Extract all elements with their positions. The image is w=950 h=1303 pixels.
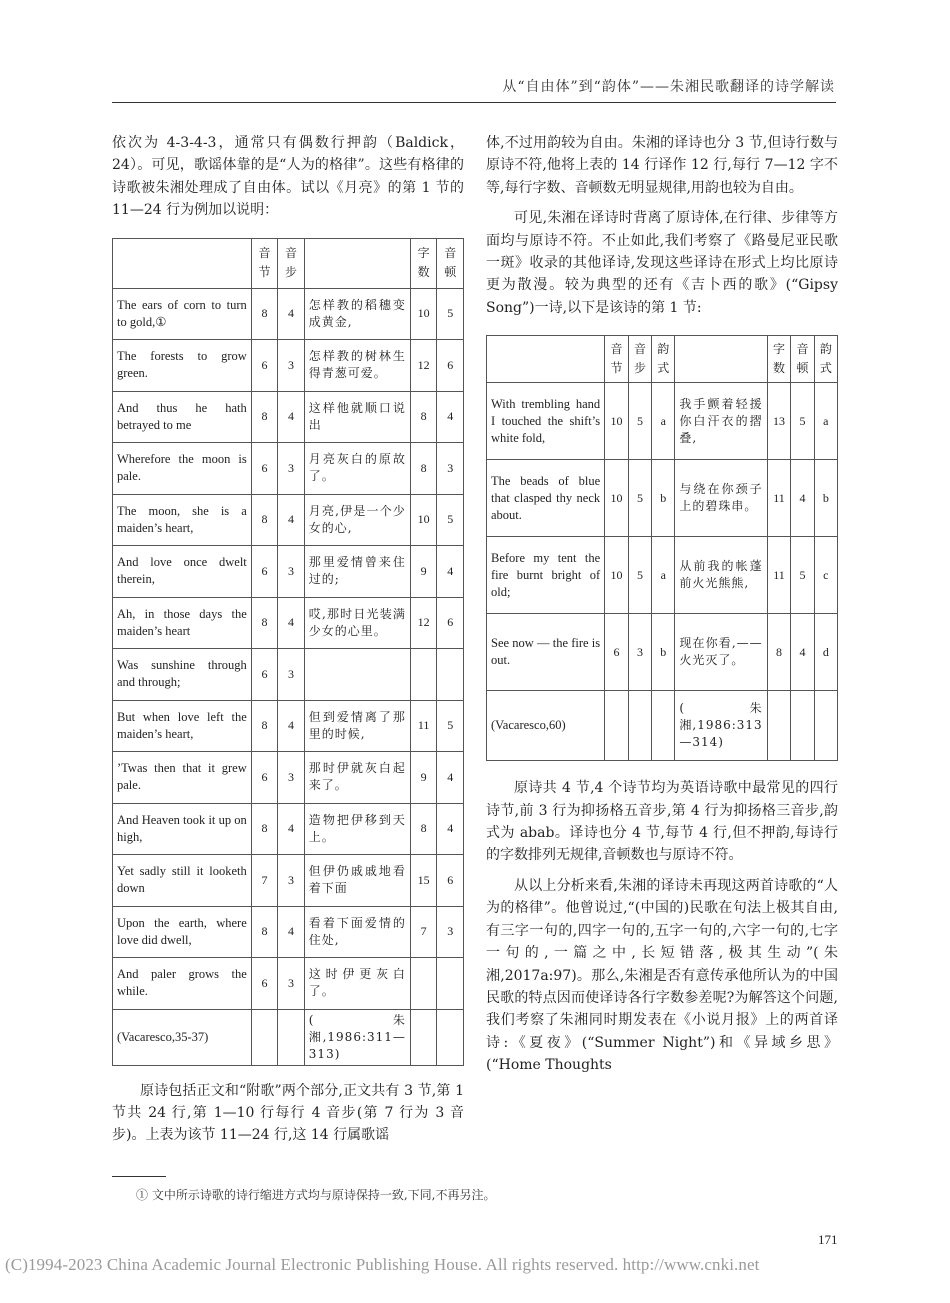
source-citation-translation: (朱湘,1986:311—313) [304,1009,410,1065]
column-header: 音步 [628,336,651,383]
translated-line: 但伊仍戚戚地看着下面 [304,855,410,907]
empty-cell [251,1009,278,1065]
syllable-count: 6 [251,443,278,495]
running-title: 从“自由体”到“韵体”——朱湘民歌翻译的诗学解读 [502,79,835,95]
foot-count: 3 [278,649,305,701]
pause-count: 3 [437,443,464,495]
table-row [487,383,838,460]
column-header: 音步 [278,238,305,288]
table-row [113,803,464,855]
right-paragraph-4: 从以上分析来看,朱湘的译诗未再现这两首诗歌的“人为的格律”。他曾说过,“(中国的)民歌在句法上极其自由,有三字一句的,四字一句的,五字一句的,六字一句的,七字一句的,一篇之中,长短错落,极其生动”(朱湘,2017a:97)。那么,朱湘是否有意传承他所认为的中国民歌的特点因而使译诗各行字数参差呢?为解答这个问题,我们考察了朱湘同时期发表在《小说月报》上的两首译诗:《夏夜》(“Summer Night”)和《异域乡思》(“Home Thoughts [486,877,838,1074]
table-row [113,494,464,546]
foot-count: 5 [628,383,651,460]
pause-count: 4 [437,803,464,855]
footnote: ① 文中所示诗歌的诗行缩进方式均与原诗保持一致,下同,不再另注。 [136,1188,496,1202]
pause-count: 4 [791,460,814,537]
syllable-count: 6 [251,649,278,701]
syllable-count: 10 [605,383,629,460]
translated-rhyme-scheme: b [814,460,837,537]
translated-rhyme-scheme: a [814,383,837,460]
character-count: 7 [410,906,437,958]
footnote-divider [112,1176,166,1177]
character-count: 8 [410,443,437,495]
right-paragraph-2: 可见,朱湘在译诗时背离了原诗体,在行律、步律等方面均与原诗不符。不止如此,我们考察了《路曼尼亚民歌一斑》收录的其他译诗,发现这些译诗在形式上均比原诗更为散漫。较为典型的还有《吉卜西的歌》(“Gipsy Song”)一诗,以下是该诗的第 1 节: [486,210,838,316]
table-source-row [487,691,838,761]
original-line: Ah, in those days the maiden’s heart [113,597,252,649]
original-line: With trembling hand I touched the shift’s white fold, [487,383,605,460]
table-row [113,958,464,1010]
translated-line: 造物把伊移到天上。 [304,803,410,855]
moon-comparison-table [112,238,464,1066]
translated-line: 这时伊更灰白了。 [304,958,410,1010]
original-line: See now — the fire is out. [487,614,605,691]
character-count: 8 [767,614,791,691]
foot-count: 4 [278,803,305,855]
character-count [410,649,437,701]
character-count: 11 [767,460,791,537]
translated-line: 怎样教的稻穗变成黄金, [304,288,410,340]
table-row [113,855,464,907]
translated-line: 月亮,伊是一个少女的心, [304,494,410,546]
right-column [486,132,838,1077]
pause-count: 5 [437,288,464,340]
rhyme-scheme: b [652,460,675,537]
syllable-count: 10 [605,460,629,537]
empty-cell [652,691,675,761]
translated-line: 现在你看,——火光灭了。 [675,614,767,691]
syllable-count: 8 [251,494,278,546]
left-column [112,132,464,1147]
pause-count: 5 [791,383,814,460]
foot-count: 4 [278,906,305,958]
column-header [487,336,605,383]
translated-line: 与绕在你颈子上的碧珠串。 [675,460,767,537]
empty-cell [791,691,814,761]
syllable-count: 8 [251,906,278,958]
translated-line: 那里爱情曾来住过的; [304,546,410,598]
translated-line: 这样他就顺口说出 [304,391,410,443]
foot-count: 3 [278,958,305,1010]
foot-count: 5 [628,537,651,614]
table-row [113,700,464,752]
original-line: But when love left the maiden’s heart, [113,700,252,752]
pause-count [437,649,464,701]
source-citation-original: (Vacaresco,60) [487,691,605,761]
empty-cell [410,1009,437,1065]
table-row [113,906,464,958]
column-header: 韵式 [814,336,837,383]
column-header: 音节 [251,238,278,288]
empty-cell [278,1009,305,1065]
foot-count: 4 [278,700,305,752]
header-divider [112,102,836,103]
original-line: Before my tent the fire burnt bright of old; [487,537,605,614]
empty-cell [628,691,651,761]
column-header: 音顿 [437,238,464,288]
syllable-count: 7 [251,855,278,907]
right-paragraph-3: 原诗共 4 节,4 个诗节均为英语诗歌中最常见的四行诗节,前 3 行为抑扬格五音步,第 4 行为抑扬格三音步,韵式为 abab。译诗也分 4 节,每节 4 行,但不押韵,每诗行的字数排列无规律,音顿数也与原诗不符。 [486,780,838,864]
translated-line: 从前我的帐蓬前火光熊熊, [675,537,767,614]
translated-rhyme-scheme: d [814,614,837,691]
original-line: Wherefore the moon is pale. [113,443,252,495]
original-line: And thus he hath betrayed to me [113,391,252,443]
character-count: 10 [410,494,437,546]
foot-count: 3 [628,614,651,691]
original-line: The beads of blue that clasped thy neck about. [487,460,605,537]
original-line: ’Twas then that it grew pale. [113,752,252,804]
character-count: 12 [410,340,437,392]
syllable-count: 8 [251,700,278,752]
translated-line: 哎,那时日光装满少女的心里。 [304,597,410,649]
foot-count: 3 [278,752,305,804]
table-row [113,340,464,392]
pause-count: 5 [437,494,464,546]
original-line: And love once dwelt therein, [113,546,252,598]
pause-count: 6 [437,855,464,907]
pause-count: 5 [437,700,464,752]
syllable-count: 8 [251,391,278,443]
translated-line: 月亮灰白的原故了。 [304,443,410,495]
character-count: 11 [410,700,437,752]
pause-count: 3 [437,906,464,958]
syllable-count: 8 [251,597,278,649]
original-line: And Heaven took it up on high, [113,803,252,855]
foot-count: 4 [278,494,305,546]
character-count: 9 [410,752,437,804]
translated-rhyme-scheme: c [814,537,837,614]
table-row [113,391,464,443]
foot-count: 4 [278,288,305,340]
table-header-row [487,336,838,383]
rhyme-scheme: a [652,383,675,460]
table-row [487,614,838,691]
table-row [487,460,838,537]
syllable-count: 6 [251,958,278,1010]
column-header: 音顿 [791,336,814,383]
translated-line: 看着下面爱情的住处, [304,906,410,958]
syllable-count: 8 [251,288,278,340]
left-after-paragraph: 原诗包括正文和“附歌”两个部分,正文共有 3 节,第 1 节共 24 行,第 1—10 行每行 4 音步(第 7 行为 3 音步)。上表为该节 11—24 行,这 14 行属歌谣 [112,1082,464,1144]
original-line: The ears of corn to turn to gold,① [113,288,252,340]
column-header: 韵式 [652,336,675,383]
translated-line [304,649,410,701]
empty-cell [437,1009,464,1065]
foot-count: 4 [278,597,305,649]
character-count: 13 [767,383,791,460]
pause-count [437,958,464,1010]
column-header: 音节 [605,336,629,383]
column-header [113,238,252,288]
syllable-count: 8 [251,803,278,855]
syllable-count: 6 [251,752,278,804]
gipsy-song-comparison-table [486,335,838,761]
character-count: 8 [410,803,437,855]
foot-count: 3 [278,855,305,907]
syllable-count: 6 [251,546,278,598]
right-paragraph-1: 体,不过用韵较为自由。朱湘的译诗也分 3 节,但诗行数与原诗不符,他将上表的 14 行译作 12 行,每行 7—12 字不等,每行字数、音顿数无明显规律,用韵也较为自由。 [486,135,838,196]
syllable-count: 6 [251,340,278,392]
translated-line: 我手颤着轻援你白汗衣的摺叠, [675,383,767,460]
original-line: Was sunshine through and through; [113,649,252,701]
pause-count: 5 [791,537,814,614]
pause-count: 4 [437,391,464,443]
translated-line: 怎样教的树林生得青葱可爱。 [304,340,410,392]
pause-count: 4 [437,752,464,804]
original-line: The forests to grow green. [113,340,252,392]
character-count: 15 [410,855,437,907]
table-header-row [113,238,464,288]
character-count: 10 [410,288,437,340]
translated-line: 那时伊就灰白起来了。 [304,752,410,804]
pause-count: 4 [437,546,464,598]
original-line: The moon, she is a maiden’s heart, [113,494,252,546]
column-header: 字数 [410,238,437,288]
syllable-count: 10 [605,537,629,614]
empty-cell [605,691,629,761]
character-count: 8 [410,391,437,443]
rhyme-scheme: a [652,537,675,614]
character-count: 12 [410,597,437,649]
pause-count: 4 [791,614,814,691]
table-row [113,443,464,495]
original-line: Yet sadly still it looketh down [113,855,252,907]
pause-count: 6 [437,597,464,649]
original-line: Upon the earth, where love did dwell, [113,906,252,958]
column-header: 字数 [767,336,791,383]
rhyme-scheme: b [652,614,675,691]
character-count: 11 [767,537,791,614]
translated-line: 但到爱情离了那里的时候, [304,700,410,752]
table-row [487,537,838,614]
character-count: 9 [410,546,437,598]
empty-cell [767,691,791,761]
column-header [304,238,410,288]
empty-cell [814,691,837,761]
source-citation-translation: (朱湘,1986:313—314) [675,691,767,761]
table-row [113,288,464,340]
table-row [113,649,464,701]
original-line: And paler grows the while. [113,958,252,1010]
column-header [675,336,767,383]
pause-count: 6 [437,340,464,392]
foot-count: 3 [278,340,305,392]
table-row [113,752,464,804]
foot-count: 3 [278,546,305,598]
foot-count: 3 [278,443,305,495]
source-citation-original: (Vacaresco,35-37) [113,1009,252,1065]
copyright-watermark: (C)1994-2023 China Academic Journal Electronic Publishing House. All rights reserved. http://www.cnki.net [5,1255,760,1274]
foot-count: 5 [628,460,651,537]
character-count [410,958,437,1010]
table-row [113,546,464,598]
foot-count: 4 [278,391,305,443]
table-source-row [113,1009,464,1065]
syllable-count: 6 [605,614,629,691]
left-intro-paragraph: 依次为 4-3-4-3，通常只有偶数行押韵（Baldick，24）。可见，歌谣体靠的是“人为的格律”。这些有格律的诗歌被朱湘处理成了自由体。试以《月亮》的第 1 节的 11—24 行为例加以说明： [112,135,464,219]
page-number: 171 [818,1232,838,1247]
table-row [113,597,464,649]
